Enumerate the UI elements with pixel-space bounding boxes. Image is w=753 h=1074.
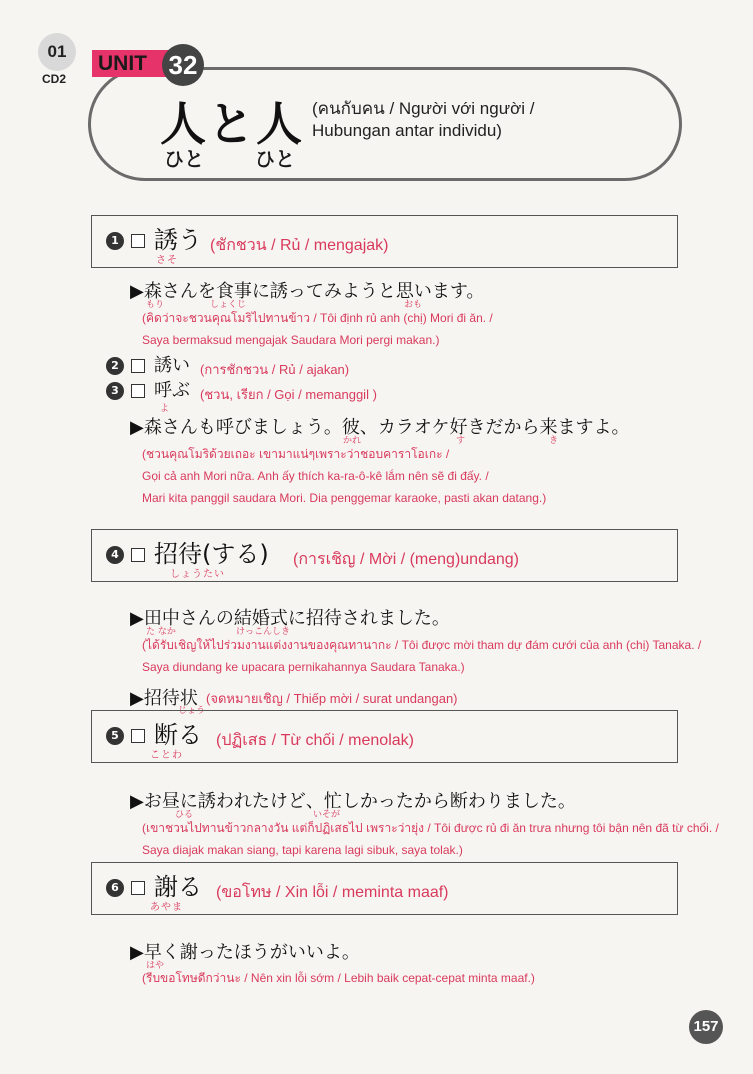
vocab-word-6: 謝る <box>154 873 202 901</box>
vocab-reading-4: しょうたい <box>170 569 225 580</box>
translation-line: Saya diajak makan siang, tapi karena lagi sibuk, saya tolak.) <box>142 843 463 857</box>
unit-label: UNIT <box>92 50 193 77</box>
entry-number-2: 2 <box>106 357 124 375</box>
entry-number-6: 6 <box>106 879 124 897</box>
example-reading: おも <box>404 300 423 310</box>
example-translation-4 <box>142 637 701 676</box>
entry-number-4: 4 <box>106 546 124 564</box>
entry-number-1: 1 <box>106 232 124 250</box>
translation-line: (ได้รับเชิญให้ไปร่วมงานแต่งงานของคุณทานากะ / Tôi được mời tham dự đám cưới của anh (chị) Tanaka. / <box>142 638 702 652</box>
vocab-word-2: 誘い <box>154 355 190 376</box>
translation-line: Gọi cả anh Mori nữa. Anh ấy thích ka-ra-ô-kê lắm nên sẽ đi đấy. / <box>142 469 489 483</box>
example-translation-1 <box>142 310 493 349</box>
translation-line: (คิดว่าจะชวนคุณโมริไปทานข้าว / Tôi định rủ anh (chị) Mori đi ăn. / <box>142 311 493 325</box>
page-subtitle <box>312 98 534 142</box>
related-word-4: ▶招待状 <box>130 688 198 709</box>
vocab-translation-5: (ปฏิเสธ / Từ chối / menolak) <box>216 732 414 749</box>
vocab-word-1: 誘う <box>154 226 202 254</box>
checkbox-2[interactable] <box>131 359 145 373</box>
related-word-reading: じょう <box>178 706 206 716</box>
page-title: 人と人 <box>160 97 304 151</box>
example-sentence-3: ▶森さんも呼びましょう。彼、カラオケ好きだから来ますよ。 <box>130 417 630 438</box>
unit-number: 32 <box>162 44 204 86</box>
example-translation-3 <box>142 446 546 507</box>
checkbox-3[interactable] <box>131 384 145 398</box>
vocab-reading-3: よ <box>160 404 170 414</box>
title-reading-2: ひと <box>255 147 295 171</box>
entry-number-3: 3 <box>106 382 124 400</box>
related-word-translation: (จดหมายเชิญ / Thiếp mời / surat undangan) <box>206 691 458 706</box>
cd-label: CD2 <box>42 72 67 86</box>
vocab-reading-1: さそ <box>156 255 178 266</box>
example-reading: き <box>549 436 559 446</box>
vocab-translation-4: (การเชิญ / Mời / (meng)undang) <box>293 551 519 568</box>
title-reading-1: ひと <box>164 147 204 171</box>
vocab-translation-2: (การชักชวน / Rủ / ajakan) <box>200 362 350 377</box>
example-reading: けっこんしき <box>236 627 291 637</box>
subtitle-line-2: Hubungan antar individu) <box>312 121 502 140</box>
example-reading: かれ <box>343 436 362 446</box>
example-sentence-4: ▶田中さんの結婚式に招待されました。 <box>130 608 450 629</box>
vocab-word-4: 招待(する) <box>154 540 269 568</box>
example-reading: す <box>456 436 466 446</box>
example-reading: はや <box>146 961 165 971</box>
subtitle-line-1: (คนกับคน / Người với người / <box>312 99 535 118</box>
vocab-translation-6: (ขอโทษ / Xin lỗi / meminta maaf) <box>216 884 449 901</box>
vocab-word-5: 断る <box>154 721 202 749</box>
translation-line: Mari kita panggil saudara Mori. Dia penggemar karaoke, pasti akan datang.) <box>142 491 547 505</box>
translation-line: Saya bermaksud mengajak Saudara Mori pergi makan.) <box>142 333 440 347</box>
checkbox-5[interactable] <box>131 729 145 743</box>
example-reading: ひる <box>175 810 194 820</box>
track-badge: 01 <box>38 33 76 71</box>
example-sentence-6: ▶早く謝ったほうがいいよ。 <box>130 942 360 963</box>
example-sentence-5: ▶お昼に誘われたけど、忙しかったから断わりました。 <box>130 791 576 812</box>
translation-line: Saya diundang ke upacara pernikahannya Saudara Tanaka.) <box>142 660 465 674</box>
vocab-translation-1: (ชักชวน / Rủ / mengajak) <box>210 237 389 254</box>
page-number: 157 <box>689 1010 723 1044</box>
example-reading: た なか <box>146 627 176 637</box>
checkbox-6[interactable] <box>131 881 145 895</box>
vocab-word-3: 呼ぶ <box>154 380 190 401</box>
example-reading: もり <box>146 300 165 310</box>
vocab-reading-6: あやま <box>150 902 183 913</box>
entry-number-5: 5 <box>106 727 124 745</box>
example-sentence-1: ▶森さんを食事に誘ってみようと思います。 <box>130 281 485 302</box>
checkbox-1[interactable] <box>131 234 145 248</box>
translation-line: (รีบขอโทษดีกว่านะ / Nên xin lỗi sớm / Lebih baik cepat-cepat minta maaf.) <box>142 971 535 985</box>
example-reading: しょくじ <box>210 300 247 310</box>
example-translation-6 <box>142 970 535 987</box>
vocab-reading-5: ことわ <box>150 750 183 761</box>
vocab-translation-3: (ชวน, เรียก / Gọi / memanggil ) <box>200 387 377 402</box>
example-translation-5 <box>142 820 719 859</box>
checkbox-4[interactable] <box>131 548 145 562</box>
translation-line: (เขาชวนไปทานข้าวกลางวัน แต่ก็ปฏิเสธไป เพราะว่ายุ่ง / Tôi được rủ đi ăn trưa nhưng tôi bận nên đã từ chối. / <box>142 821 719 835</box>
translation-line: (ชวนคุณโมริด้วยเถอะ เขามาแน่ๆเพราะว่าชอบคาราโอเกะ / <box>142 447 450 461</box>
example-reading: いそが <box>313 810 341 820</box>
